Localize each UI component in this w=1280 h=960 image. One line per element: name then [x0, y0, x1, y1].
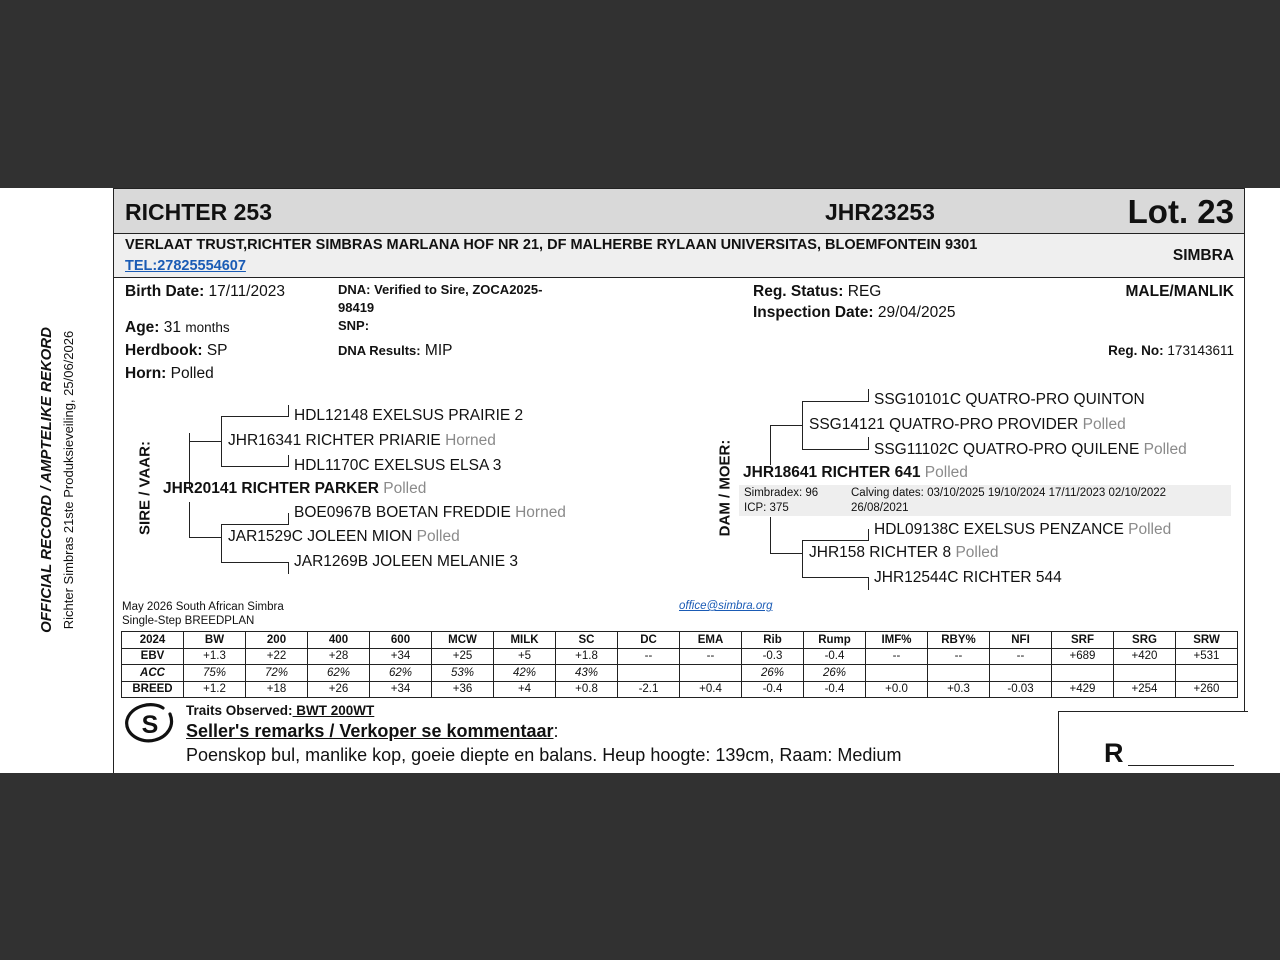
- ped-line: [221, 524, 222, 562]
- ebv-cell: +260: [1176, 681, 1238, 698]
- pedigree-sire-dam-dam: JAR1269B JOLEEN MELANIE 3: [294, 553, 518, 570]
- price-box: [1058, 711, 1248, 773]
- pedigree-dam-sire-dam: SSG11102C QUATRO-PRO QUILENE Polled: [874, 441, 1187, 458]
- traits-observed: Traits Observed: BWT 200WT: [186, 703, 375, 718]
- ped-line: [802, 401, 803, 450]
- ebv-col-header: SRF: [1052, 632, 1114, 649]
- pedigree-dam-dam: JHR158 RICHTER 8 Polled: [809, 544, 999, 561]
- breed-label: SIMBRA: [1172, 247, 1234, 264]
- ebv-cell: [1052, 665, 1114, 682]
- ped-line: [868, 577, 869, 590]
- ebv-cell: +531: [1176, 648, 1238, 665]
- ebv-cell: +25: [432, 648, 494, 665]
- pedigree-dam-dam-sire: HDL09138C EXELSUS PENZANCE Polled: [874, 521, 1172, 538]
- ebv-cell: [866, 665, 928, 682]
- record-frame: [113, 188, 1245, 773]
- ebv-cell: -0.4: [742, 681, 804, 698]
- ebv-cell: -0.3: [742, 648, 804, 665]
- ebv-col-header: 200: [246, 632, 308, 649]
- owner-address: VERLAAT TRUST,RICHTER SIMBRAS MARLANA HOF NR 21, DF MALHERBE RYLAAN UNIVERSITAS, BLOEMFONTEIN 9301: [125, 237, 978, 253]
- ped-line: [770, 553, 803, 554]
- pedigree-sire-sire: JHR16341 RICHTER PRIARIE Horned: [228, 432, 496, 449]
- dam-label: DAM / MOER:: [716, 439, 734, 537]
- ped-line: [802, 449, 869, 450]
- pedigree-sire-dam-sire: BOE0967B BOETAN FREDDIE Horned: [294, 504, 566, 521]
- ebv-col-header: 2024: [122, 632, 184, 649]
- ped-line: [868, 437, 869, 450]
- birth-date: Birth Date: 17/11/2023: [125, 283, 285, 300]
- ebv-col-header: MILK: [494, 632, 556, 649]
- ped-line: [868, 389, 869, 402]
- ped-line: [221, 466, 289, 467]
- ebv-cell: 53%: [432, 665, 494, 682]
- pedigree-dam: JHR18641 RICHTER 641 Polled: [743, 464, 968, 481]
- snp-label: SNP:: [338, 318, 370, 333]
- ebv-col-header: RBY%: [928, 632, 990, 649]
- ebv-cell: +34: [370, 681, 432, 698]
- pedigree-dam-sire: SSG14121 QUATRO-PRO PROVIDER Polled: [809, 416, 1126, 433]
- ped-line: [221, 416, 222, 466]
- ebv-cell: +5: [494, 648, 556, 665]
- ebv-col-header: MCW: [432, 632, 494, 649]
- ebv-col-header: BW: [184, 632, 246, 649]
- ebv-cell: --: [928, 648, 990, 665]
- ebv-cell: +254: [1114, 681, 1176, 698]
- pedigree-sire-sire-sire: HDL12148 EXELSUS PRAIRIE 2: [294, 407, 524, 424]
- ebv-cell: +689: [1052, 648, 1114, 665]
- ebv-cell: -2.1: [618, 681, 680, 698]
- herdbook: Herdbook: SP: [125, 342, 228, 359]
- ebv-cell: +0.4: [680, 681, 742, 698]
- ebv-cell: 62%: [370, 665, 432, 682]
- ped-line: [770, 517, 771, 554]
- ebv-col-header: SC: [556, 632, 618, 649]
- ped-line: [221, 524, 289, 525]
- ebv-cell: +1.2: [184, 681, 246, 698]
- sire-label: SIRE / VAAR:: [136, 441, 154, 535]
- pedigree-sire-dam: JAR1529C JOLEEN MION Polled: [228, 528, 460, 545]
- ebv-table: [121, 631, 1238, 698]
- ebv-row: [122, 648, 1238, 665]
- ebv-cell: -0.03: [990, 681, 1052, 698]
- ped-line: [770, 425, 771, 465]
- price-line: [1128, 765, 1234, 766]
- pedigree-sire-sire-dam: HDL1170C EXELSUS ELSA 3: [294, 457, 502, 474]
- ebv-col-header: Rump: [804, 632, 866, 649]
- ebv-cell: +420: [1114, 648, 1176, 665]
- ebv-source: May 2026 South African Simbra Single-Step BREEDPLAN: [122, 601, 284, 627]
- ped-line: [288, 455, 289, 467]
- ebv-cell: [680, 665, 742, 682]
- header-bar: [114, 189, 1244, 234]
- ebv-col-header: 600: [370, 632, 432, 649]
- ped-line: [189, 537, 222, 538]
- dam-indexes: Simbradex: 96 ICP: 375: [744, 487, 819, 514]
- ebv-col-header: SRW: [1176, 632, 1238, 649]
- ebv-cell: +0.8: [556, 681, 618, 698]
- ebv-col-header: NFI: [990, 632, 1052, 649]
- svg-text:S: S: [141, 711, 159, 739]
- ebv-cell: +4: [494, 681, 556, 698]
- ebv-cell: [928, 665, 990, 682]
- ebv-row: [122, 665, 1238, 682]
- ebv-cell: [618, 665, 680, 682]
- ped-line: [802, 401, 869, 402]
- ebv-row: [122, 681, 1238, 698]
- ebv-col-header: 400: [308, 632, 370, 649]
- reg-status: Reg. Status: REG: [753, 283, 882, 300]
- ebv-col-header: DC: [618, 632, 680, 649]
- ebv-cell: +34: [370, 648, 432, 665]
- ebv-cell: +1.8: [556, 648, 618, 665]
- ped-line: [288, 513, 289, 525]
- ebv-cell: 75%: [184, 665, 246, 682]
- ped-line: [802, 577, 869, 578]
- inspection-date: Inspection Date: 29/04/2025: [753, 304, 956, 321]
- ebv-cell: +0.0: [866, 681, 928, 698]
- ebv-cell: +26: [308, 681, 370, 698]
- reg-number: Reg. No: 173143611: [1108, 343, 1234, 358]
- ebv-cell: +22: [246, 648, 308, 665]
- ped-line: [868, 529, 869, 541]
- ebv-cell: +36: [432, 681, 494, 698]
- ebv-cell: +1.3: [184, 648, 246, 665]
- dna-results: DNA Results: MIP: [338, 342, 453, 359]
- ebv-cell: 26%: [742, 665, 804, 682]
- remarks-heading: Seller's remarks / Verkoper se kommentaar:: [186, 721, 559, 741]
- owner-bar: [114, 234, 1244, 278]
- sex-label: MALE/MANLIK: [1125, 283, 1234, 300]
- ebv-header-row: [122, 632, 1238, 649]
- pedigree-dam-sire-sire: SSG10101C QUATRO-PRO QUINTON: [874, 391, 1145, 408]
- ebv-cell: [1176, 665, 1238, 682]
- ebv-cell: +18: [246, 681, 308, 698]
- phone-link[interactable]: TEL:27825554607: [125, 258, 246, 274]
- age: Age: 31 months: [125, 319, 230, 336]
- ebv-col-header: IMF%: [866, 632, 928, 649]
- ebv-cell: 42%: [494, 665, 556, 682]
- ped-line: [770, 425, 803, 426]
- ebv-row-label: BREED: [122, 681, 184, 698]
- ebv-row-label: ACC: [122, 665, 184, 682]
- ped-line: [802, 540, 869, 541]
- ebv-cell: 43%: [556, 665, 618, 682]
- ebv-cell: -0.4: [804, 648, 866, 665]
- lot-number: Lot. 23: [1127, 193, 1234, 230]
- auction-label: Richter Simbras 21ste Produksieveiling, 25/06/2026: [61, 330, 76, 630]
- remarks-text: Poenskop bul, manlike kop, goeie diepte en balans. Heup hoogte: 139cm, Raam: Medium: [186, 745, 902, 765]
- ebv-cell: +0.3: [928, 681, 990, 698]
- ebv-cell: +429: [1052, 681, 1114, 698]
- dam-info-box: [739, 485, 1231, 516]
- ebv-cell: [1114, 665, 1176, 682]
- ped-line: [189, 502, 190, 537]
- ebv-cell: +28: [308, 648, 370, 665]
- ped-line: [221, 562, 289, 563]
- pedigree-sire: JHR20141 RICHTER PARKER Polled: [163, 480, 427, 497]
- ebv-cell: [990, 665, 1052, 682]
- ebv-cell: 72%: [246, 665, 308, 682]
- dam-calving-dates: Calving dates: 03/10/2025 19/10/2024 17/11/2023 02/10/2022 26/08/2021: [851, 487, 1167, 514]
- ped-line: [221, 416, 289, 417]
- animal-id: JHR23253: [825, 199, 935, 225]
- pedigree-dam-dam-dam: JHR12544C RICHTER 544: [874, 569, 1062, 586]
- rand-label: R: [1104, 738, 1124, 768]
- simbra-s-logo-icon: [123, 702, 177, 746]
- ped-line: [288, 405, 289, 417]
- official-record-label: OFFICIAL RECORD / AMPTELIKE REKORD: [38, 327, 55, 633]
- ebv-cell: 26%: [804, 665, 866, 682]
- dna-verification: DNA: Verified to Sire, ZOCA2025-98419: [338, 282, 543, 315]
- email-link[interactable]: office@simbra.org: [679, 600, 773, 612]
- ebv-cell: --: [866, 648, 928, 665]
- ebv-cell: 62%: [308, 665, 370, 682]
- ped-line: [802, 540, 803, 578]
- ebv-col-header: EMA: [680, 632, 742, 649]
- ebv-cell: --: [618, 648, 680, 665]
- ebv-col-header: Rib: [742, 632, 804, 649]
- ebv-row-label: EBV: [122, 648, 184, 665]
- side-caption: [0, 188, 113, 773]
- ped-line: [288, 562, 289, 574]
- ebv-cell: -0.4: [804, 681, 866, 698]
- animal-name: RICHTER 253: [125, 199, 272, 225]
- ped-line: [189, 441, 222, 442]
- lot-card: [0, 188, 1280, 773]
- horn-status: Horn: Polled: [125, 365, 214, 382]
- ebv-cell: --: [680, 648, 742, 665]
- ebv-cell: --: [990, 648, 1052, 665]
- ebv-col-header: SRG: [1114, 632, 1176, 649]
